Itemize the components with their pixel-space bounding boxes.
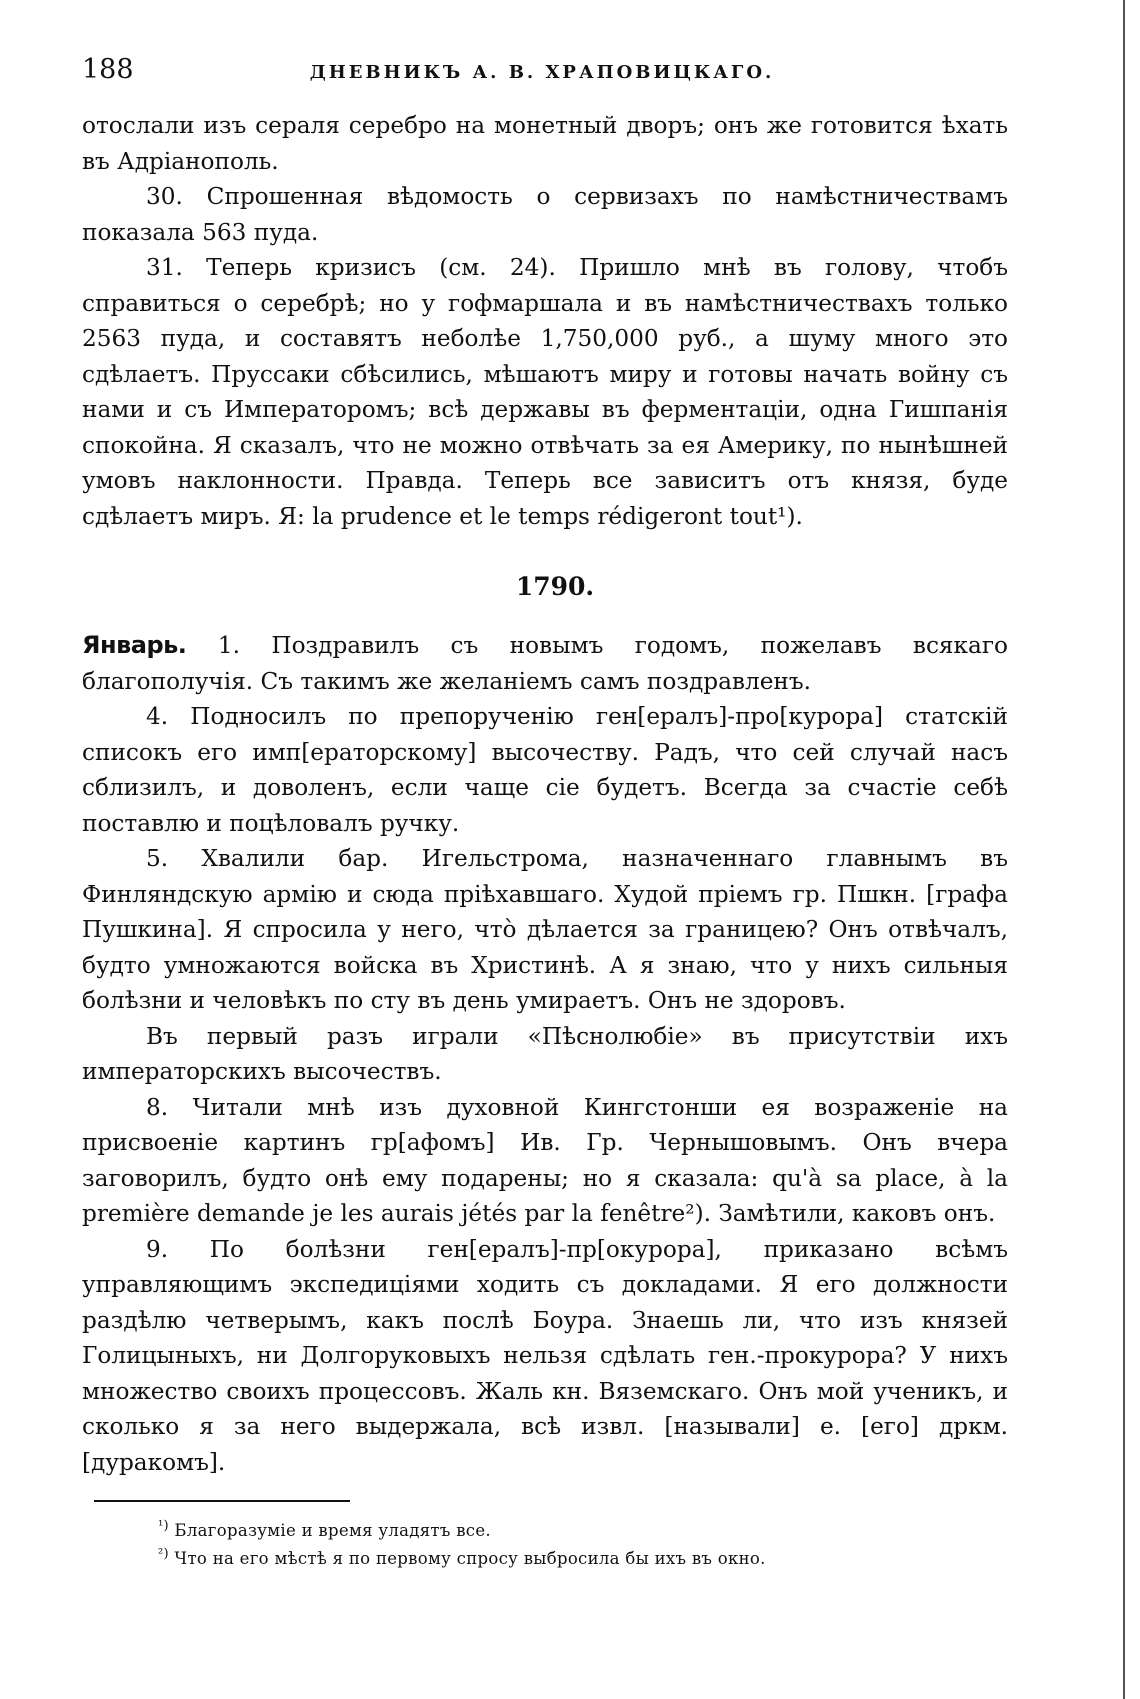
footnotes bbox=[158, 1517, 1008, 1573]
paragraph-january bbox=[82, 628, 1008, 699]
year-heading: 1790. bbox=[515, 572, 595, 601]
footnote bbox=[158, 1517, 1008, 1545]
footnote-rule bbox=[94, 1500, 350, 1502]
paragraph: 30. Спрошенная вѣдомость о сервизахъ по намѣстничествамъ показала 563 пуда. bbox=[82, 183, 1008, 246]
paragraph: Въ первый разъ играли «Пѣснолюбіе» въ присутствіи ихъ императорскихъ высочествъ. bbox=[82, 1022, 1008, 1085]
footnote-marker: ²) bbox=[158, 1546, 169, 1562]
main-text bbox=[82, 108, 1008, 1480]
paragraph: 5. Хвалили бар. Игельстрома, назначеннаго главнымъ въ Финляндскую армію и сюда пріѣхавшаго. Худой пріемъ гр. Пшкн. [графа Пушкина]. Я спросила у него, что̀ дѣлается за границею? Онъ отвѣчалъ, будто умножаются войска въ Христинѣ. А я знаю, что у нихъ сильныя болѣзни и человѣкъ по сту въ день умираетъ. Онъ не здоровъ. bbox=[82, 845, 1008, 1014]
footnote bbox=[158, 1545, 1008, 1573]
paragraph: 4. Подносилъ по препорученію ген[ералъ]-про[курора] статскій списокъ его имп[ераторскому] высочеству. Радъ, что сей случай насъ сблизилъ, и доволенъ, если чаще сіе будетъ. Всегда за счастіе себѣ поставлю и поцѣловалъ ручку. bbox=[82, 703, 1008, 837]
paragraph: 8. Читали мнѣ изъ духовной Кингстонши ея возраженіе на присвоеніе картинъ гр[афомъ] Ив. Гр. Чернышовымъ. Онъ вчера заговорилъ, будто онѣ ему подарены; но я сказала: qu'à sa place, à la première demande je les aurais jétés par la fenêtre²). Замѣтили, каковъ онъ. bbox=[82, 1093, 1008, 1227]
footnote-text: Что на его мѣстѣ я по первому спросу выбросила бы ихъ въ окно. bbox=[168, 1549, 766, 1568]
footnote-marker: ¹) bbox=[158, 1518, 169, 1534]
page-edge-line bbox=[1123, 0, 1125, 1699]
page-header bbox=[82, 54, 1002, 94]
paragraph-text: 1. Поздравилъ съ новымъ годомъ, пожелавъ всякаго благополучія. Съ такимъ же желаніемъ самъ поздравленъ. bbox=[82, 632, 1008, 695]
footnote-text: Благоразуміе и время уладятъ все. bbox=[168, 1521, 491, 1540]
paragraph: отослали изъ сераля серебро на монетный дворъ; онъ же готовится ѣхать въ Адріанополь. bbox=[82, 112, 1008, 175]
paragraph: 9. По болѣзни ген[ералъ]-пр[окурора], приказано всѣмъ управляющимъ экспедиціями ходить съ докладами. Я его должности раздѣлю четверымъ, какъ послѣ Боура. Знаешь ли, что изъ князей Голицыныхъ, ни Долгоруковыхъ нельзя сдѣлать ген.-прокурора? У нихъ множество своихъ процессовъ. Жаль кн. Вяземскаго. Онъ мой ученикъ, и сколько я за него выдержала, всѣ извл. [называли] е. [его] дркм. [дуракомъ]. bbox=[82, 1235, 1008, 1476]
page-number: 188 bbox=[82, 54, 134, 85]
running-head: ДНЕВНИКЪ А. В. ХРАПОВИЦКАГО. bbox=[309, 62, 775, 83]
month-label: Январь. bbox=[82, 631, 187, 659]
paragraph: 31. Теперь кризисъ (см. 24). Пришло мнѣ въ голову, чтобъ справиться о серебрѣ; но у гофмаршала и въ намѣстничествахъ только 2563 пуда, и составятъ неболѣе 1,750,000 руб., а шуму много это сдѣлаетъ. Пруссаки сбѣсились, мѣшаютъ миру и готовы начать войну съ нами и съ Императоромъ; всѣ державы въ ферментаціи, одна Гишпанія спокойна. Я сказалъ, что не можно отвѣчать за ея Америку, по нынѣшней умовъ наклонности. Правда. Теперь все зависитъ отъ князя, буде сдѣлаетъ миръ. Я: la prudence et le temps rédigeront tout¹). bbox=[82, 254, 1008, 530]
